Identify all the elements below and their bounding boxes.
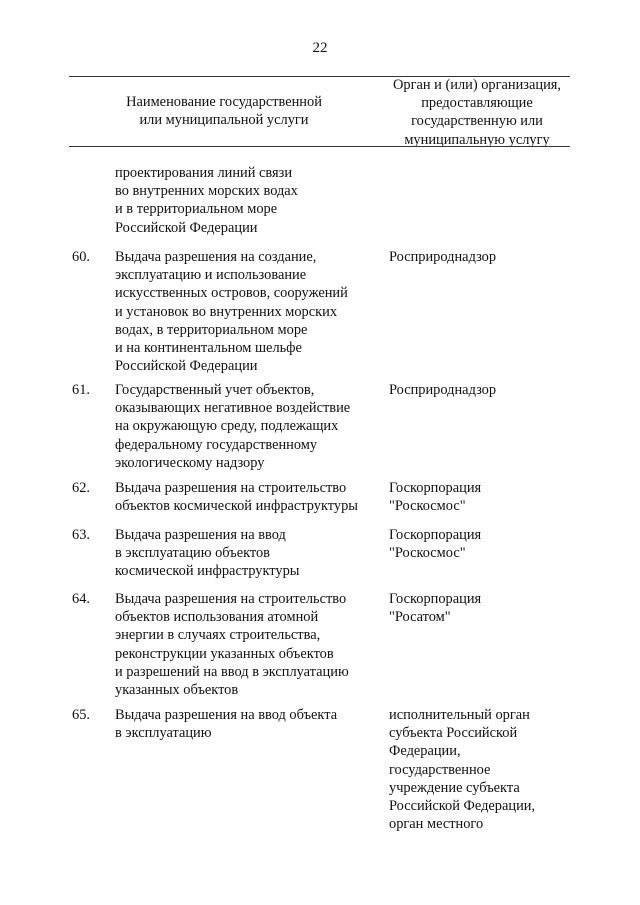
text-line: проектирования линий связи (115, 165, 293, 181)
page-number: 22 (312, 40, 328, 56)
text-line: во внутренних морских водах (115, 183, 298, 200)
row-number: 65. (72, 707, 90, 723)
text-line: Выдача разрешения на ввод объекта (115, 707, 338, 723)
header-line: муниципальную услугу (404, 131, 550, 148)
row-number: 60. (72, 249, 90, 265)
row-organization (389, 590, 569, 626)
row-number: 62. (72, 480, 90, 496)
text-line: в эксплуатацию объектов (115, 545, 270, 562)
text-line: орган местного (389, 816, 484, 833)
row-service-name (115, 381, 385, 472)
row-service-name (115, 590, 385, 699)
text-line: Выдача разрешения на создание, (115, 249, 317, 265)
text-line: эксплуатацию и использование (115, 267, 307, 284)
text-line: объектов использования атомной (115, 609, 319, 626)
row-service-name (115, 479, 385, 515)
text-line: Российской Федерации, (389, 798, 536, 815)
text-line: Госкорпорация (389, 480, 482, 496)
continuation-service-name (115, 164, 385, 237)
text-line: экологическому надзору (115, 454, 265, 471)
text-line: исполнительный орган (389, 707, 530, 723)
text-line: в эксплуатацию (115, 725, 212, 742)
text-line: Росприроднадзор (389, 249, 497, 265)
text-line: федеральному государственному (115, 436, 318, 453)
text-line: субъекта Российской (389, 725, 518, 742)
column-header-organization (384, 76, 570, 149)
text-line: и в территориальном море (115, 201, 278, 218)
text-line: объектов космической инфраструктуры (115, 498, 358, 515)
text-line: и установок во внутренних морских (115, 303, 338, 320)
row-service-name (115, 526, 385, 581)
text-line: космической инфраструктуры (115, 563, 300, 580)
row-number: 61. (72, 382, 90, 398)
text-line: Росприроднадзор (389, 382, 497, 398)
table-header-bottom-rule (69, 146, 570, 147)
header-line: Наименование государственной (126, 94, 322, 110)
text-line: Госкорпорация (389, 527, 482, 543)
header-line: предоставляющие (421, 95, 533, 112)
column-header-service-name (69, 93, 379, 129)
text-line: "Росатом" (389, 609, 451, 626)
row-organization (389, 526, 569, 562)
text-line: и разрешений на ввод в эксплуатацию (115, 663, 349, 680)
text-line: водах, в территориальном море (115, 321, 308, 338)
text-line: Выдача разрешения на строительство (115, 480, 347, 496)
text-line: энергии в случаях строительства, (115, 627, 321, 644)
row-organization (389, 248, 569, 266)
text-line: учреждение субъекта (389, 779, 520, 796)
text-line: "Роскосмос" (389, 498, 466, 515)
text-line: государственное (389, 761, 491, 778)
text-line: искусственных островов, сооружений (115, 285, 348, 302)
text-line: указанных объектов (115, 682, 239, 699)
text-line: Федерации, (389, 743, 461, 760)
row-service-name (115, 248, 385, 375)
header-line: Орган и (или) организация, (392, 77, 561, 93)
text-line: оказывающих негативное воздействие (115, 400, 351, 417)
text-line: "Роскосмос" (389, 545, 466, 562)
row-number: 63. (72, 527, 90, 543)
text-line: Выдача разрешения на ввод (115, 527, 286, 543)
text-line: Госкорпорация (389, 591, 482, 607)
row-number: 64. (72, 591, 90, 607)
header-line: или муниципальной услуги (139, 112, 309, 129)
text-line: Выдача разрешения на строительство (115, 591, 347, 607)
row-organization (389, 381, 569, 399)
row-organization (389, 479, 569, 515)
text-line: Российской Федерации (115, 219, 258, 236)
row-organization (389, 706, 569, 833)
header-line: государственную или (411, 113, 543, 130)
text-line: на окружающую среду, подлежащих (115, 418, 339, 435)
text-line: и на континентальном шельфе (115, 340, 302, 357)
row-service-name (115, 706, 385, 742)
text-line: реконструкции указанных объектов (115, 645, 334, 662)
text-line: Государственный учет объектов, (115, 382, 315, 398)
text-line: Российской Федерации (115, 358, 258, 375)
